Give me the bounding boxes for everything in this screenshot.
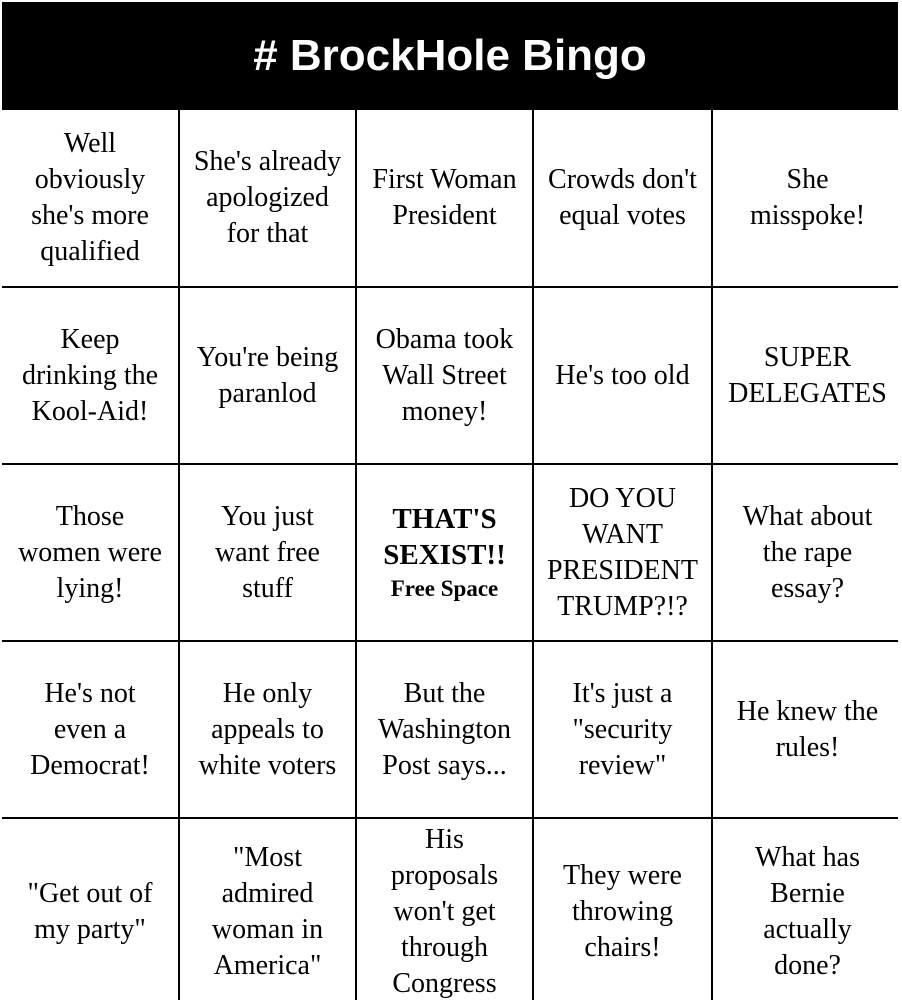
cell-text-line: SUPER <box>763 341 852 373</box>
cell-text-line: What has <box>755 841 860 873</box>
bingo-cell-r5c2 <box>180 819 355 1004</box>
cell-text-line: She <box>786 164 829 195</box>
bingo-cell-r2c1 <box>2 288 178 463</box>
cell-text-line: actually <box>763 913 852 945</box>
bingo-cell-r3c4 <box>534 465 711 640</box>
cell-text-line: They were <box>563 859 682 891</box>
cell-text-line: misspoke! <box>749 200 866 231</box>
cell-text-line: obviously <box>34 164 146 195</box>
bingo-cell-r2c4 <box>534 288 711 463</box>
cell-text-line: proposals <box>390 859 499 891</box>
bingo-cell-r3c2 <box>180 465 355 640</box>
cell-text-line: PRESIDENT <box>547 554 698 586</box>
bingo-cell-r1c2 <box>180 110 355 286</box>
cell-text-line: "Get out of <box>27 877 153 909</box>
cell-text-line: Democrat! <box>30 749 150 781</box>
bingo-cell-r4c4 <box>534 642 711 817</box>
cell-text-line: Kool-Aid! <box>31 395 149 427</box>
cell-text-line: It's just a <box>572 677 673 709</box>
cell-text-line: Washington <box>377 713 512 745</box>
bingo-cell-r3c5 <box>713 465 902 640</box>
cell-text-line: lying! <box>56 572 124 604</box>
cell-text-line: for that <box>226 218 309 249</box>
cell-text-line: Obama took <box>375 323 514 355</box>
cell-text-line: What about <box>742 500 873 532</box>
cell-text-line: drinking the <box>21 359 159 391</box>
cell-text-line: Those <box>55 500 125 532</box>
cell-text-line: He knew the <box>736 695 879 727</box>
cell-text-line: WANT <box>582 518 663 550</box>
cell-text-line: throwing <box>571 895 674 927</box>
bingo-cell-r5c4 <box>534 819 711 1004</box>
cell-text-line: rules! <box>775 731 840 763</box>
cell-text-line: First Woman <box>372 164 517 195</box>
bingo-cell-r1c1 <box>2 110 178 286</box>
cell-text-line: paranlod <box>218 377 317 409</box>
bingo-grid <box>2 110 898 1000</box>
cell-text-line: TRUMP?!? <box>557 590 688 622</box>
bingo-cell-r4c2 <box>180 642 355 817</box>
bingo-cell-r2c5 <box>713 288 902 463</box>
cell-text-line: done? <box>774 949 841 981</box>
bingo-free-space <box>357 465 532 640</box>
cell-text-line: THAT'S <box>392 502 497 535</box>
bingo-cell-r5c3 <box>357 819 532 1004</box>
cell-text-line: women were <box>18 536 162 568</box>
cell-text-line: white voters <box>198 749 337 781</box>
free-space-label: Free Space <box>390 575 499 601</box>
cell-text-line: chairs! <box>584 931 661 963</box>
cell-text-line: Well <box>63 128 117 159</box>
cell-text-line: essay? <box>770 572 845 604</box>
bingo-cell-r1c3 <box>357 110 532 286</box>
cell-text-line: His <box>425 823 464 855</box>
cell-text-line: want free <box>215 536 320 568</box>
bingo-card <box>2 2 898 1000</box>
bingo-cell-r2c3 <box>357 288 532 463</box>
cell-text-line: Post says... <box>382 749 507 781</box>
cell-text-line: Wall Street <box>382 359 507 391</box>
cell-text-line: review" <box>578 749 667 781</box>
cell-text-line: through <box>400 931 489 963</box>
cell-text-line: admired <box>221 877 314 909</box>
cell-text-line: He's too old <box>555 359 690 391</box>
cell-text-line: apologized <box>206 182 329 213</box>
cell-text-line: She's already <box>193 146 342 177</box>
bingo-cell-r4c3 <box>357 642 532 817</box>
cell-text-line: DO YOU <box>568 482 677 514</box>
bingo-cell-r5c5 <box>713 819 902 1004</box>
cell-text-line: He's not <box>44 677 136 709</box>
bingo-cell-r1c4 <box>534 110 711 286</box>
cell-text-line: Crowds don't <box>548 164 697 195</box>
cell-text-line: Congress <box>392 967 497 999</box>
cell-text-line: appeals to <box>211 713 324 745</box>
cell-text-line: equal votes <box>559 200 686 231</box>
cell-text-line: He only <box>222 677 313 709</box>
bingo-title: # BrockHole Bingo <box>2 2 898 110</box>
cell-text-line: DELEGATES <box>728 377 887 409</box>
cell-text-line: Bernie <box>770 877 845 909</box>
cell-text-line: money! <box>401 395 488 427</box>
cell-text-line: You just <box>221 500 314 532</box>
cell-text-line: stuff <box>242 572 293 604</box>
cell-text-line: "security <box>572 713 673 745</box>
cell-text-line: she's more <box>31 200 149 231</box>
cell-text-line: won't get <box>393 895 496 927</box>
bingo-cell-r4c5 <box>713 642 902 817</box>
cell-text-line: qualified <box>40 236 140 267</box>
cell-text-line: SEXIST!! <box>383 538 506 571</box>
cell-text-line: "Most <box>232 841 302 873</box>
cell-text-line: But the <box>403 677 486 709</box>
cell-text-line: even a <box>53 713 127 745</box>
cell-text-line: woman in <box>211 913 324 945</box>
cell-text-line: President <box>392 200 497 231</box>
bingo-cell-r3c1 <box>2 465 178 640</box>
cell-text-line: my party" <box>34 913 146 945</box>
cell-text-line: Keep <box>60 323 120 355</box>
bingo-cell-r4c1 <box>2 642 178 817</box>
bingo-cell-r1c5 <box>713 110 902 286</box>
bingo-cell-r2c2 <box>180 288 355 463</box>
cell-text-line: the rape <box>762 536 853 568</box>
cell-text-line: You're being <box>196 341 339 373</box>
bingo-cell-r5c1 <box>2 819 178 1004</box>
cell-text-line: America" <box>213 949 322 981</box>
